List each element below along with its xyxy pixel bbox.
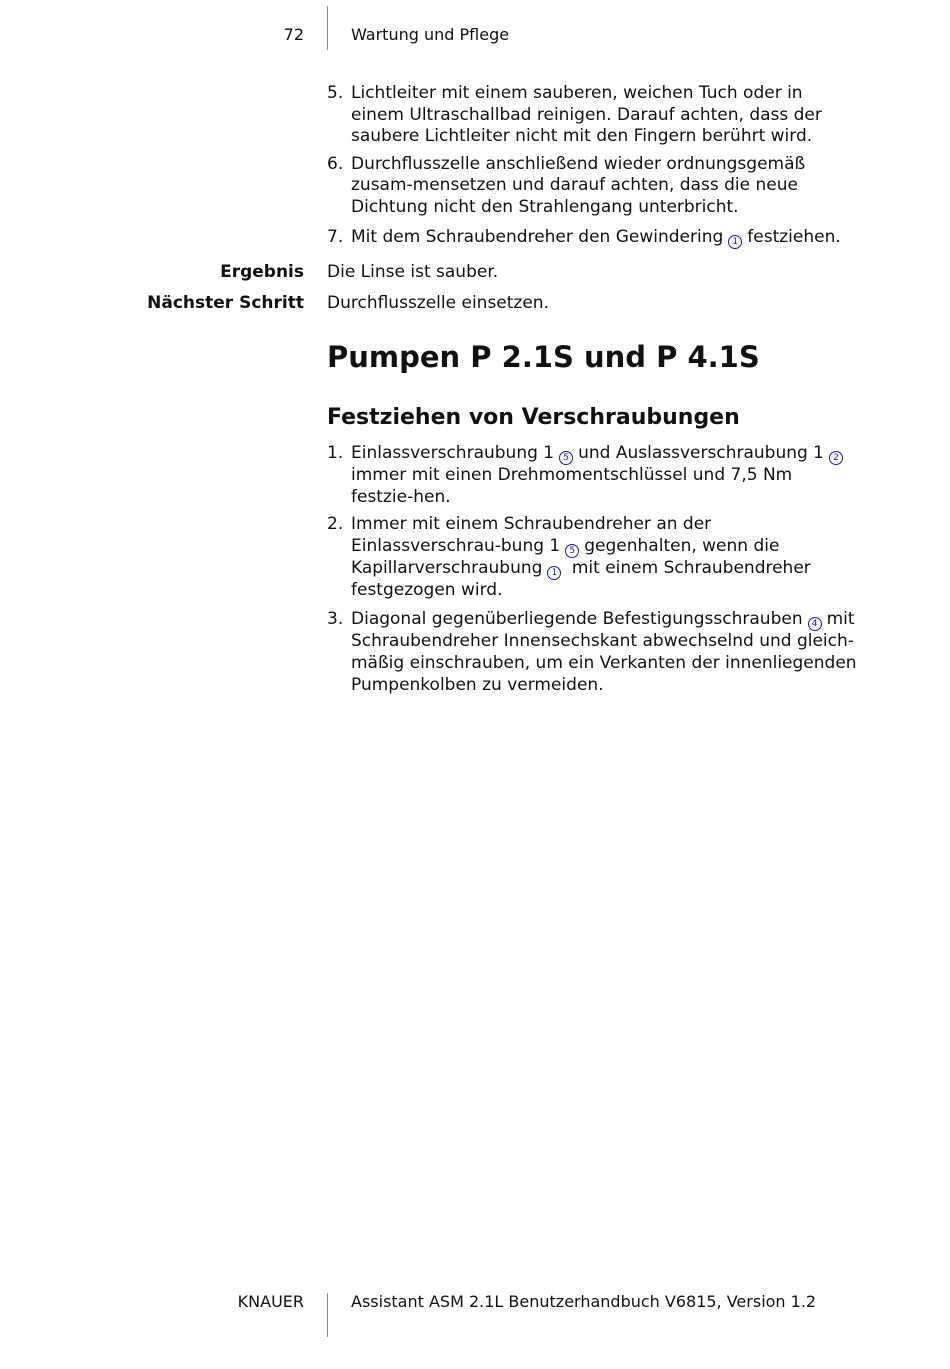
tightening-steps-list — [327, 443, 857, 696]
footer-divider — [327, 1293, 328, 1337]
section-subtitle: Festziehen von Verschraubungen — [327, 405, 740, 430]
callout-marker-icon: 1 — [547, 566, 561, 580]
step-number: 5. — [327, 83, 344, 103]
callout-marker-icon: 5 — [559, 451, 573, 465]
step-number: 1. — [327, 443, 344, 463]
list-item — [327, 154, 857, 219]
step-text: Diagonal gegenüberliegende Befestigungsschrauben — [351, 609, 803, 630]
step-text: Immer mit einem Schraubendreher an der Einlassverschrau-bung 1 — [351, 514, 712, 556]
step-text: mit einem Schraubendreher festgezogen wird. — [351, 557, 811, 600]
list-item — [327, 514, 857, 601]
page-number: 72 — [283, 25, 304, 44]
list-item — [327, 443, 857, 508]
footer-brand: KNAUER — [237, 1292, 304, 1311]
header-divider — [327, 6, 328, 50]
callout-marker-icon: 2 — [829, 451, 843, 465]
result-text: Die Linse ist sauber. — [327, 262, 499, 282]
step-text: Durchflusszelle anschließend wieder ordnungsgemäß zusam-mensetzen und darauf achten, dass die neue Dichtung nicht den Strahlengang unterbricht. — [351, 153, 806, 217]
step-text: mit Schraubendreher Innensechskant abwechselnd und gleich-mäßig einschrauben, um ein Verkanten der innenliegenden Pumpenkolben zu vermeiden. — [351, 609, 857, 695]
step-text: Lichtleiter mit einem sauberen, weichen Tuch oder in einem Ultraschallbad reinigen. Darauf achten, dass der saubere Lichtleiter nicht mit den Fingern berührt wird. — [351, 83, 822, 147]
list-item — [327, 609, 857, 696]
step-text: Mit dem Schraubendreher den Gewindering — [351, 226, 724, 247]
step-text: Einlassverschraubung 1 — [351, 443, 555, 463]
next-step-text: Durchflusszelle einsetzen. — [327, 293, 549, 313]
callout-marker-icon: 4 — [808, 617, 822, 631]
step-text: und Auslassverschraubung 1 — [578, 443, 825, 463]
running-title: Wartung und Pflege — [351, 25, 510, 44]
step-number: 6. — [327, 153, 344, 174]
list-item — [327, 83, 857, 148]
result-label: Ergebnis — [220, 262, 304, 282]
section-title: Pumpen P 2.1S und P 4.1S — [327, 340, 760, 374]
step-text: festziehen. — [747, 226, 841, 247]
step-number: 3. — [327, 609, 344, 630]
next-step-label: Nächster Schritt — [147, 293, 304, 313]
callout-marker-icon: 1 — [728, 235, 742, 249]
step-number: 2. — [327, 514, 344, 535]
step-text: immer mit einen Drehmomentschlüssel und 7,5 Nm festzie-hen. — [351, 465, 793, 507]
step-text: gegenhalten, wenn die Kapillarverschraubung — [351, 535, 780, 578]
list-item — [327, 227, 857, 249]
footer-document-title: Assistant ASM 2.1L Benutzerhandbuch V6815, Version 1.2 — [351, 1292, 817, 1311]
cleaning-steps-list — [327, 83, 857, 249]
step-number: 7. — [327, 226, 344, 247]
callout-marker-icon: 5 — [565, 544, 579, 558]
